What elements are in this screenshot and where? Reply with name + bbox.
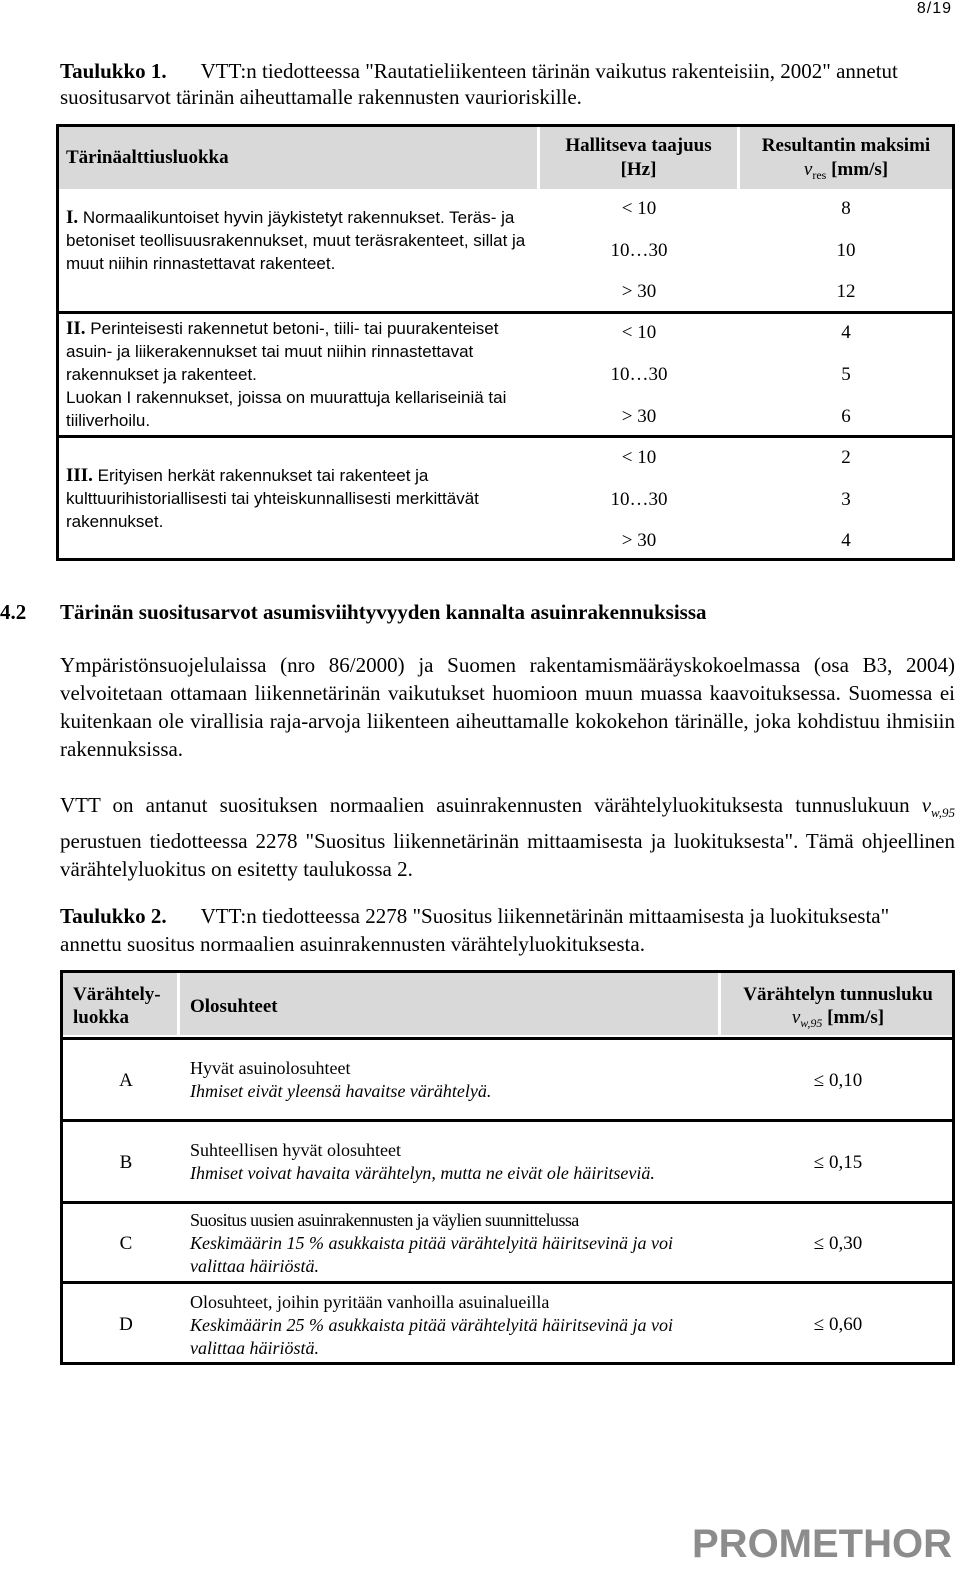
section-title: Tärinän suositusarvot asumisviihtyvyyden kannalta asuinrakennuksissa (60, 600, 707, 624)
table2-header-value: Värähtelyn tunnusluku $v_{w,95}$ [mm/s] (743, 984, 933, 1030)
table2-row-b-value: ≤ 0,15 (813, 1152, 863, 1173)
table1-row-3-freq-1: < 10 (621, 447, 657, 468)
table1-header-max: Resultantin maksimi $v_{res}$ [mm/s] (761, 135, 931, 182)
table1-row-2-freq-2: 10…30 (610, 364, 668, 385)
table2-header-class: Värähtely- luokka (73, 984, 161, 1028)
table1-row-3-desc: III. Erityisen herkät rakennukset tai rakenteet ja kulttuurihistoriallisesti tai yhteiskunnallisesti merkittävät rakennukset. (66, 465, 479, 531)
table1 (56, 124, 955, 561)
table2-row-a-class: A (119, 1070, 133, 1091)
table2-row-c-class: C (119, 1233, 133, 1254)
table2-row-b-conditions: Suhteellisen hyvät olosuhteet Ihmiset voivat havaita värähtelyn, mutta ne eivät ole häiritseviä. (190, 1140, 655, 1183)
table1-row-2-freq-1: < 10 (621, 322, 657, 343)
table2-row-c-value: ≤ 0,30 (813, 1233, 863, 1254)
table1-row-3-value-2: 3 (841, 489, 851, 510)
table1-row-1-freq-2: 10…30 (610, 240, 668, 261)
table1-row-3-value-1: 2 (841, 447, 851, 468)
table2-row-a-conditions: Hyvät asuinolosuhteet Ihmiset eivät yleensä havaitse värähtelyä. (190, 1058, 492, 1101)
table1-row-1-freq-1: < 10 (621, 198, 657, 219)
table2-header-conditions: Olosuhteet (190, 996, 278, 1017)
table2-row-d-value: ≤ 0,60 (813, 1314, 863, 1335)
table1-row-1-desc: I. Normaalikuntoiset hyvin jäykistetyt rakennukset. Teräs- ja betoniset teollisuusrakennukset, muut teräsrakenteet, sillat ja muut niihin rinnastettavat rakenteet. (66, 207, 526, 273)
table1-row-3-freq-3: > 30 (621, 530, 657, 551)
table1-row-1-freq-3: > 30 (621, 281, 657, 302)
table2-row-c-conditions: Suositus uusien asuinrakennusten ja väylien suunnittelussa Keskimäärin 15 % asukkaista pitää värähtelyitä häiritsevinä ja voi valittaa häiriöstä. (190, 1210, 673, 1276)
table1-row-1-value-3: 12 (836, 281, 856, 302)
table1-row-1-value-2: 10 (836, 240, 856, 261)
table1-header-class: Tärinäalttiusluokka (66, 147, 229, 168)
table1-header-frequency: Hallitseva taajuus [Hz] (565, 135, 712, 180)
promethor-logo: PROMETHOR (692, 1522, 952, 1566)
table1-caption-text: VTT:n tiedotteessa "Rautatieliikenteen tärinän vaikutus rakenteisiin, 2002" annetut suositusarvot tärinän aiheuttamalle rakennusten vaurioriskille. (60, 59, 898, 109)
table1-row-2-value-2: 5 (841, 364, 851, 385)
table1-row-2-freq-3: > 30 (621, 406, 657, 427)
paragraph-2: VTT on antanut suosituksen normaalien asuinrakennusten värähtelyluokituksesta tunnuslukuun $v_{w,95}$ perustuen tiedotteessa 2278 "Suositus liikennetärinän mittaamisesta ja luokituksesta". Tämä ohjeellinen värähtelyluokitus on esitetty taulukossa 2. (60, 793, 955, 882)
table1-row-1-value-1: 8 (841, 198, 851, 219)
table2 (60, 970, 955, 1365)
table2-row-b-class: B (119, 1152, 133, 1173)
table2-row-d-conditions: Olosuhteet, joihin pyritään vanhoilla asuinalueilla Keskimäärin 25 % asukkaista pitää värähtelyitä häiritsevinä ja voi valittaa häiriöstä. (190, 1292, 673, 1358)
table1-caption-label: Taulukko 1. (60, 59, 167, 83)
section-number: 4.2 (0, 600, 27, 624)
table1-row-2-value-1: 4 (841, 322, 851, 343)
table1-caption (60, 58, 955, 110)
table2-row-a-value: ≤ 0,10 (813, 1070, 863, 1091)
table1-row-3-freq-2: 10…30 (610, 489, 668, 510)
table1-row-3-value-3: 4 (841, 530, 851, 551)
table1-row-2-value-3: 6 (841, 406, 851, 427)
table2-caption-label: Taulukko 2. (60, 904, 167, 928)
table2-row-d-class: D (119, 1314, 133, 1335)
table1-row-2-desc: II. Perinteisesti rakennetut betoni-, tiili- tai puurakenteiset asuin- ja liikerakennukset tai muut niihin rinnastettavat rakennukset ja rakenteet. Luokan I rakennukset, joissa on muurattuja kellariseiniä tai tiiliverhoilu. (66, 318, 507, 430)
table2-caption-text: VTT:n tiedotteessa 2278 "Suositus liikennetärinän mittaamisesta ja luokituksesta" annettu suositus normaalien asuinrakennusten värähtelyluokituksesta. (60, 904, 890, 956)
section-heading (0, 600, 707, 625)
page-number: 8/19 (916, 0, 952, 17)
table2-caption (60, 902, 955, 958)
paragraph-1: Ympäristönsuojelulaissa (nro 86/2000) ja Suomen rakentamismääräyskokoelmassa (osa B3, 2004) velvoitetaan ottamaan liikennetärinän vaikutukset huomioon muun muassa kaavoituksessa. Suomessa ei kuitenkaan ole virallisia raja-arvoja liikenteen aiheuttamalle kokokehon tärinälle, joka kohdistuu ihmisiin rakennuksissa. (60, 653, 955, 761)
